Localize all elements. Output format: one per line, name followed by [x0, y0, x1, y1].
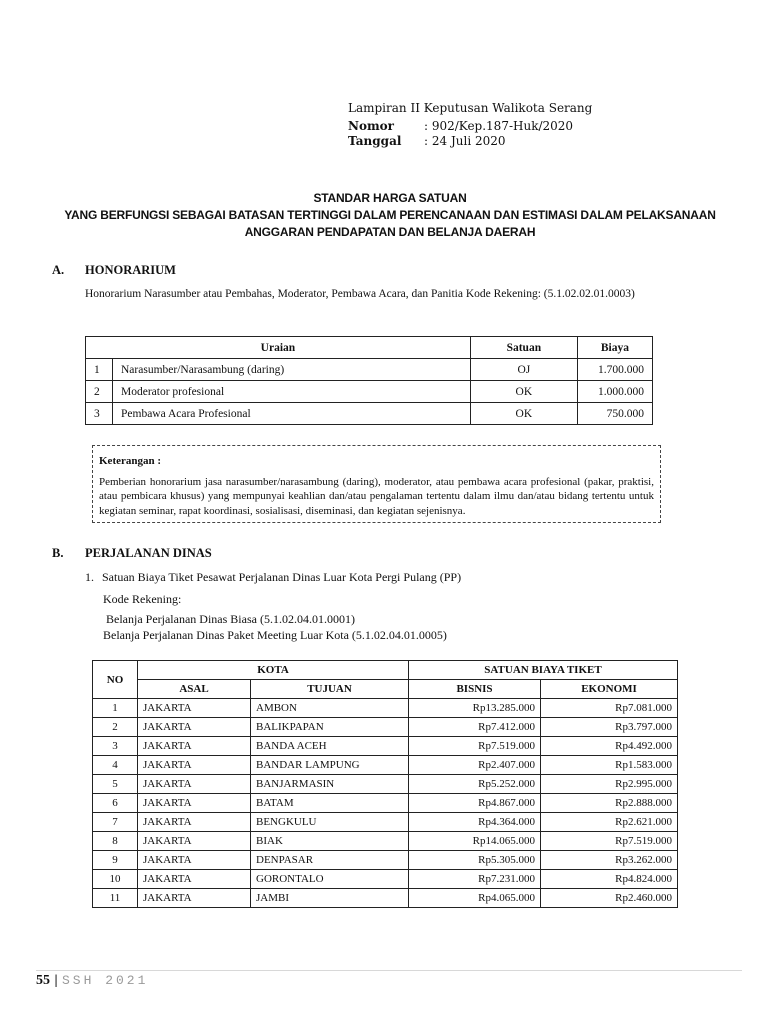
row-ekonomi: Rp4.824.000 [541, 870, 678, 889]
row-asal: JAKARTA [138, 851, 251, 870]
kode-rekening-label: Kode Rekening: [103, 592, 182, 606]
title-line-1: STANDAR HARGA SATUAN [313, 191, 467, 205]
row-asal: JAKARTA [138, 699, 251, 718]
row-no: 9 [93, 851, 138, 870]
section-a-number: A. [52, 263, 65, 277]
row-bisnis: Rp2.407.000 [409, 756, 541, 775]
footer-separator: | [54, 973, 58, 988]
row-no: 6 [93, 794, 138, 813]
row-no: 3 [93, 737, 138, 756]
header-satuan-biaya: SATUAN BIAYA TIKET [409, 661, 678, 680]
row-ekonomi: Rp2.460.000 [541, 889, 678, 908]
row-tujuan: BANJARMASIN [251, 775, 409, 794]
document-title [40, 190, 740, 241]
keterangan-text: Pemberian honorarium jasa narasumber/narasambung (daring), moderator, atau pembawa acara profesional (pakar, praktisi, atau pembicara khusus) yang mempunyai keahlian dan/atau pengalaman tertentu dalam ilmu dan/atau bidang tertentu untuk kegiatan seminar, rapat koordinasi, sosialisasi, diseminasi, dan kegiatan sejenisnya. [99, 475, 654, 517]
tiket-pesawat-table [92, 660, 678, 908]
row-ekonomi: Rp3.262.000 [541, 851, 678, 870]
table-row [86, 403, 653, 425]
section-b-heading [52, 546, 212, 561]
row-bisnis: Rp7.412.000 [409, 718, 541, 737]
header-kota: KOTA [138, 661, 409, 680]
row-ekonomi: Rp7.081.000 [541, 699, 678, 718]
row-bisnis: Rp13.285.000 [409, 699, 541, 718]
row-no: 4 [93, 756, 138, 775]
nomor-line [348, 119, 573, 134]
lampiran-label: Lampiran II Keputusan Walikota Serang [348, 101, 593, 115]
item-1-title: Satuan Biaya Tiket Pesawat Perjalanan Dinas Luar Kota Pergi Pulang (PP) [102, 570, 462, 584]
header-biaya: Biaya [577, 337, 652, 359]
row-no: 1 [93, 699, 138, 718]
row-bisnis: Rp4.364.000 [409, 813, 541, 832]
row-tujuan: GORONTALO [251, 870, 409, 889]
row-asal: JAKARTA [138, 870, 251, 889]
footer-divider [36, 970, 742, 971]
keterangan-box [92, 445, 661, 523]
section-a-heading [52, 263, 176, 278]
row-biaya: 750.000 [577, 403, 652, 425]
row-no: 7 [93, 813, 138, 832]
row-no: 10 [93, 870, 138, 889]
row-ekonomi: Rp7.519.000 [541, 832, 678, 851]
header-ekonomi: EKONOMI [541, 680, 678, 699]
row-no: 11 [93, 889, 138, 908]
row-ekonomi: Rp4.492.000 [541, 737, 678, 756]
honorarium-table [85, 336, 653, 425]
row-tujuan: BANDAR LAMPUNG [251, 756, 409, 775]
row-bisnis: Rp4.065.000 [409, 889, 541, 908]
row-asal: JAKARTA [138, 794, 251, 813]
row-asal: JAKARTA [138, 737, 251, 756]
table-row [93, 775, 678, 794]
header-satuan: Satuan [470, 337, 577, 359]
row-no: 2 [86, 381, 113, 403]
table-row [93, 794, 678, 813]
row-biaya: 1.000.000 [577, 381, 652, 403]
nomor-label: Nomor [348, 119, 394, 133]
row-tujuan: DENPASAR [251, 851, 409, 870]
row-bisnis: Rp14.065.000 [409, 832, 541, 851]
tanggal-line [348, 134, 506, 149]
table-header-row [86, 337, 653, 359]
item-1-line [85, 570, 461, 585]
row-tujuan: BIAK [251, 832, 409, 851]
row-no: 8 [93, 832, 138, 851]
row-ekonomi: Rp3.797.000 [541, 718, 678, 737]
section-b-title: PERJALANAN DINAS [85, 546, 212, 560]
table-row [86, 381, 653, 403]
table-header-row [93, 661, 678, 680]
row-satuan: OK [470, 381, 577, 403]
title-line-2: YANG BERFUNGSI SEBAGAI BATASAN TERTINGGI DALAM PERENCANAAN DAN ESTIMASI DALAM PELAKSANAAN [64, 208, 716, 222]
table-row [93, 813, 678, 832]
row-uraian: Moderator profesional [113, 381, 471, 403]
row-bisnis: Rp5.252.000 [409, 775, 541, 794]
table-row [93, 889, 678, 908]
title-line-3: ANGGARAN PENDAPATAN DAN BELANJA DAERAH [244, 225, 536, 239]
row-tujuan: BANDA ACEH [251, 737, 409, 756]
table-row [93, 718, 678, 737]
row-no: 3 [86, 403, 113, 425]
row-asal: JAKARTA [138, 889, 251, 908]
row-bisnis: Rp7.231.000 [409, 870, 541, 889]
section-b-number: B. [52, 546, 64, 560]
row-asal: JAKARTA [138, 775, 251, 794]
header-uraian: Uraian [86, 337, 471, 359]
item-1-number: 1. [85, 570, 94, 584]
document-label: SSH 2021 [62, 973, 149, 988]
row-no: 1 [86, 359, 113, 381]
table-row [93, 756, 678, 775]
row-ekonomi: Rp1.583.000 [541, 756, 678, 775]
row-tujuan: JAMBI [251, 889, 409, 908]
row-biaya: 1.700.000 [577, 359, 652, 381]
row-tujuan: BATAM [251, 794, 409, 813]
row-uraian: Pembawa Acara Profesional [113, 403, 471, 425]
row-tujuan: BENGKULU [251, 813, 409, 832]
header-tujuan: TUJUAN [251, 680, 409, 699]
nomor-value: : 902/Kep.187-Huk/2020 [424, 119, 574, 133]
tanggal-label: Tanggal [348, 134, 402, 148]
row-asal: JAKARTA [138, 718, 251, 737]
table-row [93, 870, 678, 889]
row-ekonomi: Rp2.995.000 [541, 775, 678, 794]
row-asal: JAKARTA [138, 756, 251, 775]
row-bisnis: Rp7.519.000 [409, 737, 541, 756]
row-ekonomi: Rp2.621.000 [541, 813, 678, 832]
row-asal: JAKARTA [138, 832, 251, 851]
section-a-title: HONORARIUM [85, 263, 176, 277]
keterangan-heading: Keterangan : [99, 455, 162, 467]
row-satuan: OK [470, 403, 577, 425]
row-ekonomi: Rp2.888.000 [541, 794, 678, 813]
table-row [93, 851, 678, 870]
row-no: 5 [93, 775, 138, 794]
tanggal-value: : 24 Juli 2020 [424, 134, 506, 148]
row-satuan: OJ [470, 359, 577, 381]
row-tujuan: AMBON [251, 699, 409, 718]
table-row [93, 699, 678, 718]
table-row [93, 832, 678, 851]
kode-rekening-1: Belanja Perjalanan Dinas Biasa (5.1.02.04.01.0001) [106, 612, 355, 626]
row-no: 2 [93, 718, 138, 737]
table-row [93, 737, 678, 756]
header-asal: ASAL [138, 680, 251, 699]
row-asal: JAKARTA [138, 813, 251, 832]
row-uraian: Narasumber/Narasambung (daring) [113, 359, 471, 381]
header-bisnis: BISNIS [409, 680, 541, 699]
table-row [86, 359, 653, 381]
row-bisnis: Rp5.305.000 [409, 851, 541, 870]
section-a-description: Honorarium Narasumber atau Pembahas, Moderator, Pembawa Acara, dan Panitia Kode Rekening: (5.1.02.02.01.0003) [85, 288, 635, 300]
row-tujuan: BALIKPAPAN [251, 718, 409, 737]
page-footer [36, 972, 148, 989]
page-number: 55 [36, 973, 50, 988]
table-subheader-row [93, 680, 678, 699]
header-no: NO [93, 661, 138, 699]
row-bisnis: Rp4.867.000 [409, 794, 541, 813]
kode-rekening-2: Belanja Perjalanan Dinas Paket Meeting Luar Kota (5.1.02.04.01.0005) [103, 628, 447, 642]
